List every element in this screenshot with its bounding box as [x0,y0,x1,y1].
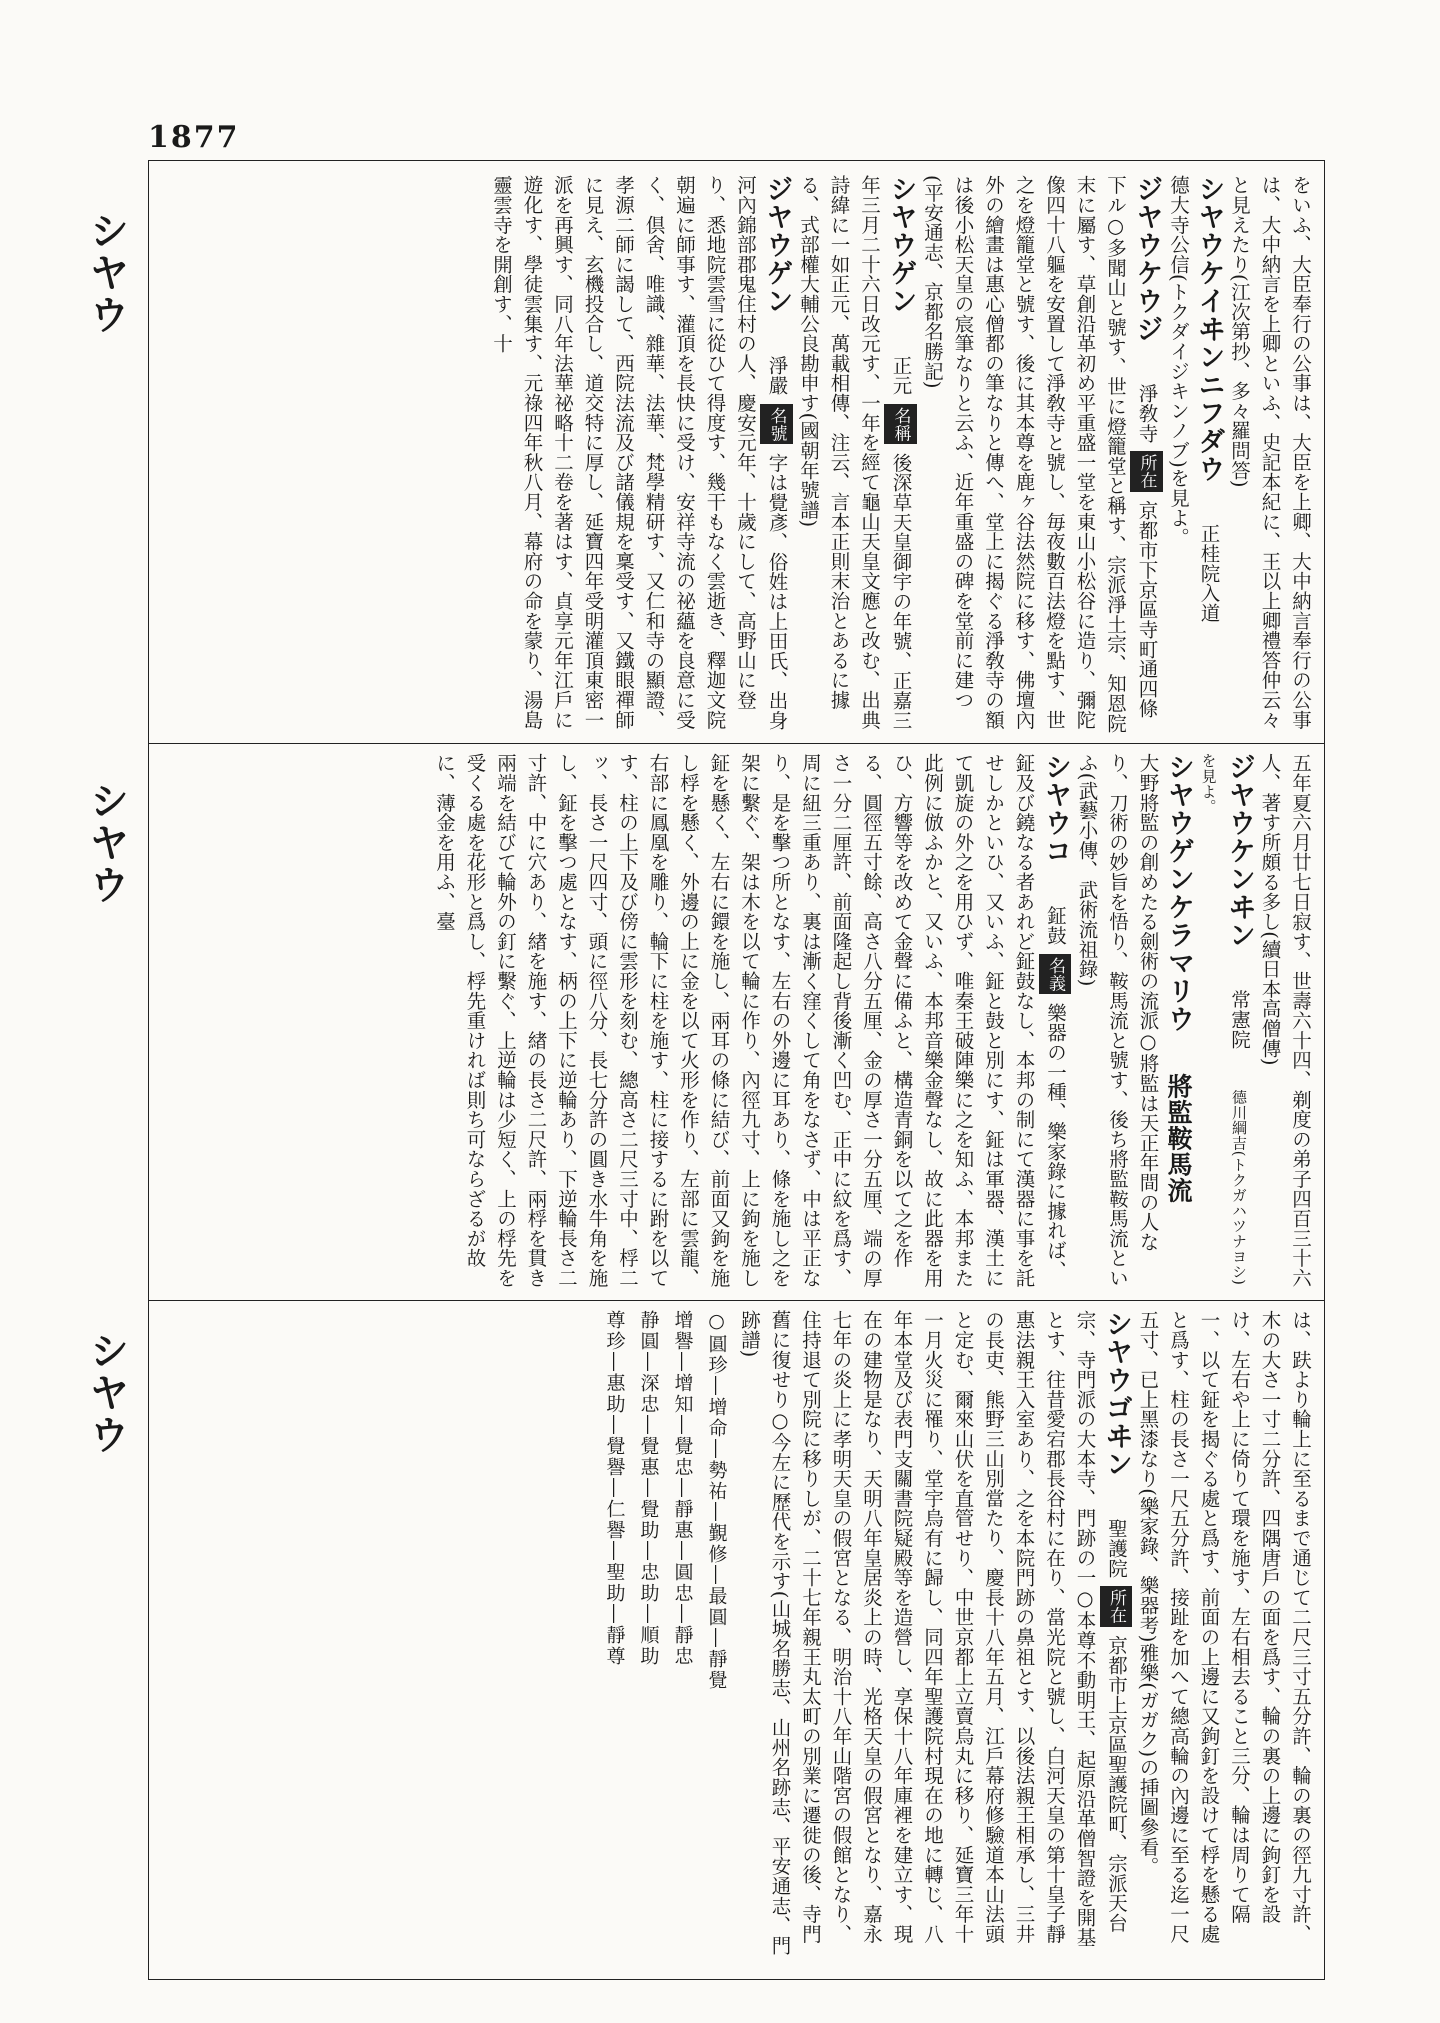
section-3 [160,1310,1315,1960]
dictionary-entry [1075,753,1194,1288]
dictionary-entry [1198,753,1255,1286]
entry-body: 德大寺公信(トクダイジキンノブ)を見よ。 [1167,175,1190,548]
lineage-row: 静圓―深忠―覺惠―覺助―忠助―順助 [637,1310,660,1667]
entry-tag: 名義 [1039,954,1072,995]
entry-heading: シヤウゲン [885,175,917,315]
entry-title: 常憲院 [1228,989,1251,1049]
lineage-row: 增譽―增知―覺忠―靜惠―圓忠―靜忠 [671,1310,694,1667]
entry-tag: 所在 [1100,1586,1133,1627]
dictionary-entry [738,1310,1132,1956]
entry-heading: シヤウゲンケラマリウ [1163,753,1194,1033]
entry-title: 淨敎寺 [1135,383,1159,443]
entry-title: 正元 [889,355,913,396]
entry-title: 正桂院入道 [1197,523,1221,623]
entry-tag: 名號 [760,404,793,445]
side-label-top: シヤウ [83,210,129,336]
section-divider [148,1300,1325,1301]
entry-heading: ジヤウケウジ [1131,175,1163,343]
section-divider [148,743,1325,744]
dictionary-entry [921,175,1163,733]
entry-heading: シヤウコ [1040,753,1071,865]
entry-heading: シヤウゴヰン [1101,1310,1132,1478]
lineage-chart [604,1310,729,1691]
entry-heading: シヤウケイヰンニフダウ [1193,175,1225,483]
continuation-text: 五年夏六月廿七日寂す、世壽六十四、剃度の弟子四百三十六人、著す所頗る多し(續日本高僧傳) [1258,753,1312,1288]
entry-title: 聖護院 [1105,1518,1128,1578]
page-number: 1877 [148,120,240,155]
entry-body: 大野將監の創めたる劍術の流派○將監は天正年間の人なり、刀術の妙旨を悟り、鞍馬流と號す、後ち將監鞍馬流といふ(武藝小傳、武術流祖錄) [1075,753,1160,1288]
entry-tag: 所在 [1130,451,1163,492]
section-1 [160,175,1315,733]
entry-body: 京都市上京區聖護院町、宗派天台宗、寺門派の大本寺、門跡の一○本尊不動明王、起原沿革僧智證を開基とす、往昔愛宕郡長谷村に在り、當光院と號し、白河天皇の第十皇子靜惠法親王入室あり、之を本院門跡の鼻祖とす、以後法親王相承し、三井の長吏、熊野三山別當たり、慶長十八年五月、江戶幕府修驗道本山法頭と定む、爾來山伏を直管せり、中世京都上立賣烏丸に移り、延寶三年十一月火災に罹り、堂宇烏有に歸し、同四年聖護院村現在の地に轉じ、八年本堂及び表門支關書院疑殿等を造營し、享保十八年庫裡を建立す、現在の建物是なり、天明八年皇居炎上の時、光格天皇の假宮となり、嘉永七年の炎上に孝明天皇の假宮となる、明治十八年山階宮の假館となり、住持退て別院に移りしが、二十七年親王丸太町の別業に遷徙の後、寺門舊に復せり○今左に歷代を示す(山城名勝志、山州名跡志、平安通志、門跡譜) [738,1310,1128,1956]
lineage-row: ○圓珍―增命―勢祐―覲修―最圓―靜覺 [705,1310,728,1691]
entry-body: 字は覺彥、俗姓は上田氏、出身河內錦部郡鬼住村の人、慶安元年、十歲にして、高野山に登り、悉地院雲雪に從ひて得度す、幾干もなく雲逝き、釋迦文院朝遍に師事す、灌頂を長快に受け、安祥寺流の祕蘊を良意に受く、倶舍、唯識、雜華、法華、梵學精研す、又仁和寺の顯證、孝源二師に謁して、西院法流及び諸儀規を稟受す、又鐵眼禪師に見え、玄機投合し、道交特に厚し、延寶四年受明灌頂東密一派を再興す、同八年法華祕略十二卷を著はす、貞享元年江戶に遊化す、學徒雲集す、元祿四年秋八月、幕府の命を蒙り、湯島靈雲寺を開創す、十 [490,175,789,730]
dictionary-entry [1167,175,1225,623]
dictionary-entry [433,753,1071,1288]
entry-title: 淨嚴 [765,355,789,396]
entry-heading: ジヤウゲン [761,175,793,315]
dictionary-entry [797,175,917,730]
entry-heading: ジヤウケンヰン [1224,753,1255,949]
continuation-text: は、趺より輪上に至るまで通じて二尺三寸五分許、輪の裏の徑九寸許、木の大さ一寸二分許、四隅唐戶の面を爲す、輪の裏の上邊に鉤釘を設け、左右や上に倚りて環を施す、左右相去ること三分、輪は周りて隔一、以て鉦を揭ぐる處と爲す、前面の上邊に又鉤釘を設けて桴を懸る處と爲す、柱の長さ一尺五分許、接趾を加へて總高輪の內邊に至る迄一尺五寸、已上黑漆なり(樂家錄、樂器考)雅樂(ガガク)の挿圖參看。 [1136,1310,1312,1944]
section-2 [160,753,1315,1290]
dictionary-entry [490,175,793,730]
entry-title: 鉦鼓 [1044,905,1067,946]
lineage-row: 尊珍―惠助―覺譽―仁譽―聖助―靜尊 [603,1310,626,1667]
entry-subtitle: 德川綱吉(トクガハツナヨシ)を見よ。 [1199,753,1248,1286]
entry-body: 京都市下京區寺町通四條下ル○多聞山と號す、世に燈籠堂と稱す、宗派淨土宗、知恩院末に屬す、草創沿革初め平重盛一堂を東山小松谷に造り、彌陀像四十八軀を安置して淨敎寺と號し、毎夜數百法燈を點す、世之を燈籠堂と號す、後に其本尊を鹿ヶ谷法然院に移す、佛壇內外の繪畫は惠心僧都の筆なりと傳へ、堂上に揭ぐる淨敎寺の額は後小松天皇の宸筆なりと云ふ、近年重盛の碑を堂前に建つ(平安通志、京都名勝記) [921,175,1159,733]
entry-tag: 名稱 [884,404,917,445]
side-label-bottom: シヤウ [83,1330,129,1456]
continuation-text: をいふ、大臣奉行の公事は、大臣を上卿、大中納言奉行の公事は、大中納言を上卿といふ、史記本紀に、王以上卿禮答仲云々と見えたり(江次第抄、多々羅問答) [1228,175,1312,730]
entry-title: 將監鞍馬流 [1164,1073,1193,1204]
entry-body: 後深草天皇御宇の年號、正嘉三年三月二十六日改元す、一年を經て龜山天皇文應と改む、出典詩緯に一如正元、萬載相傳、注云、言本正則末治とあるに據る、式部權大輔公良勘申す(國朝年號譜) [797,175,913,730]
side-label-middle: シヤウ [83,780,129,906]
entry-body: 樂器の一種、樂家錄に據れば、鉦及び鐃なる者あれど鉦鼓なし、本邦の制にて漢器に事を託せしかといひ、又いふ、鉦と鼓と別にす、鉦は軍器、漢土にて凱旋の外之を用ひず、唯秦王破陣樂に之を知ふ、本邦また此例に倣ふかと、又いふ、本邦音樂金聲なし、故に此器を用ひ、方響等を改めて金聲に備ふと、構造青銅を以て之を作る、圓徑五寸餘、高さ八分五厘、金の厚さ一分五厘、端の厚さ一分二厘許、前面隆起し背後漸く凹む、正中に紋を爲す、周に紐三重あり、裏は漸く窪くして角をなさず、中は平正なり、是を擊つ所となす、左右の外邊に耳あり、條を施し之を架に繫ぐ、架は木を以て輪に作り、內徑九寸、上に鉤を施し鉦を懸く、左右に鐶を施し、兩耳の條に結び、前面又鉤を施し桴を懸く、外邊の上に金を以て火形を作り、左部に雲龍、右部に鳳凰を雕り、輪下に柱を施す、柱に接するに跗を以てす、柱の上下及び傍に雲形を刻む、總高さ二尺三寸中、桴二ッ、長さ一尺四寸、頭に徑八分、長七分許の圓き水牛角を施し、鉦を擊つ處となす、柄の上下に逆輪あり、下逆輪長さ二寸許、中に穴あり、緖を施す、緖の長さ二尺許、兩桴を貫き兩端を結びて輪外の釘に繫ぐ、上逆輪は少短く、上の桴先を受くる處を花形と爲し、桴先重ければ則ち可ならざるが故に、薄金を用ふ、臺 [433,753,1067,1288]
